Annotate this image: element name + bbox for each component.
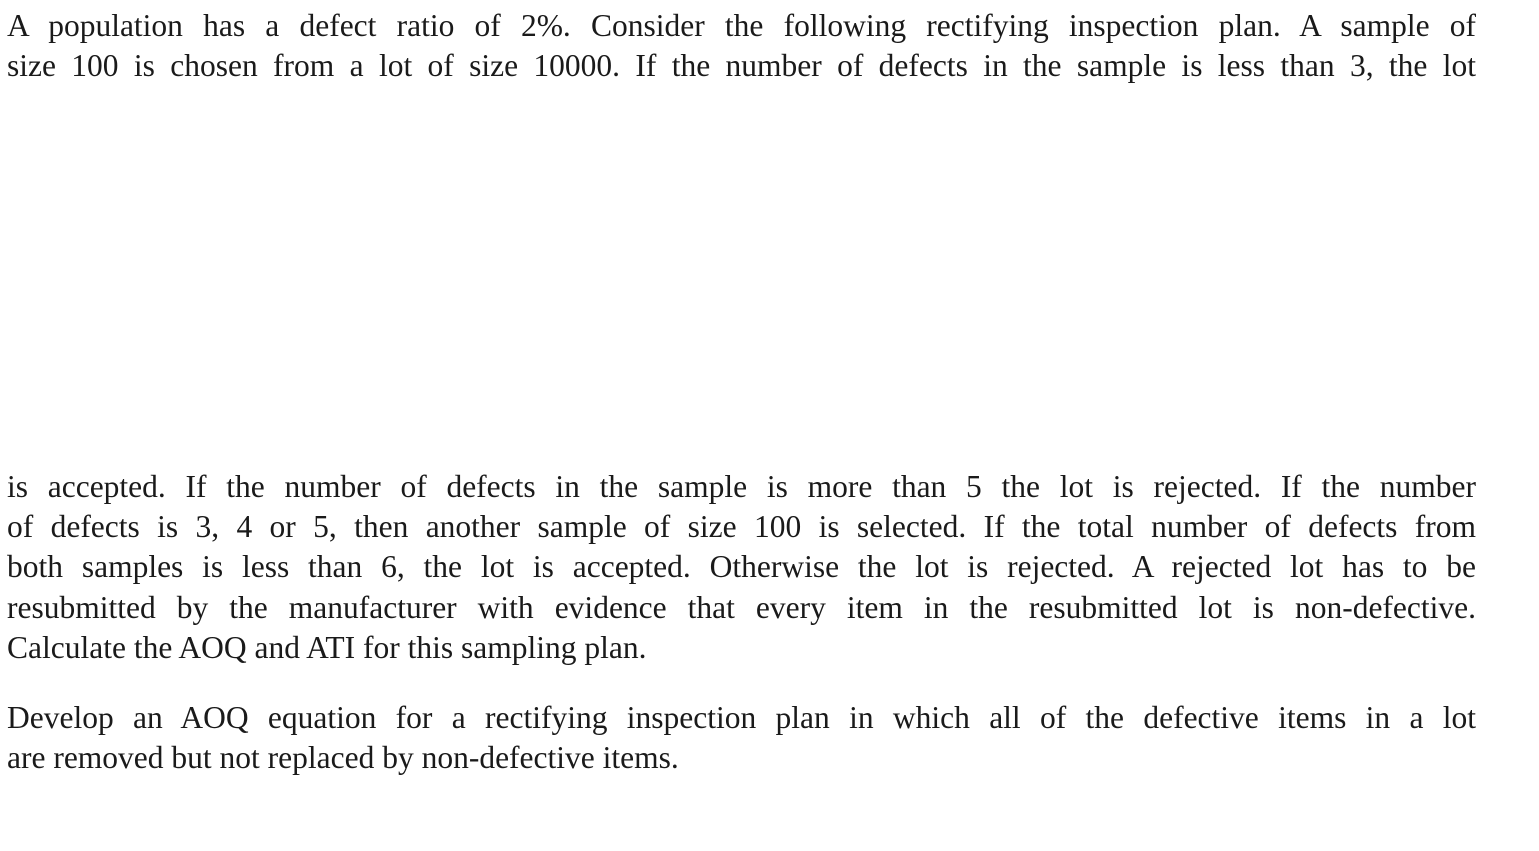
problem-1-line-6: resubmitted by the manufacturer with evidence that every item in the resubmitted lot is non-defective.	[7, 590, 1476, 625]
problem-1-line-7: Calculate the AOQ and ATI for this sampling plan.	[7, 630, 647, 665]
problem-1-line-4: of defects is 3, 4 or 5, then another sample of size 100 is selected. If the total number of defects from	[7, 509, 1476, 544]
problem-2-line-2: are removed but not replaced by non-defective items.	[7, 740, 679, 775]
problem-1-line-3: is accepted. If the number of defects in the sample is more than 5 the lot is rejected. If the number	[7, 469, 1476, 504]
problem-2-line-1: Develop an AOQ equation for a rectifying inspection plan in which all of the defective items in a lot	[7, 700, 1476, 735]
problem-1-line-1: A population has a defect ratio of 2%. Consider the following rectifying inspection plan. A sample of	[7, 8, 1476, 43]
problem-1-line-2: size 100 is chosen from a lot of size 10000. If the number of defects in the sample is less than 3, the lot	[7, 48, 1476, 83]
problem-1-line-5: both samples is less than 6, the lot is accepted. Otherwise the lot is rejected. A rejected lot has to be	[7, 549, 1476, 584]
